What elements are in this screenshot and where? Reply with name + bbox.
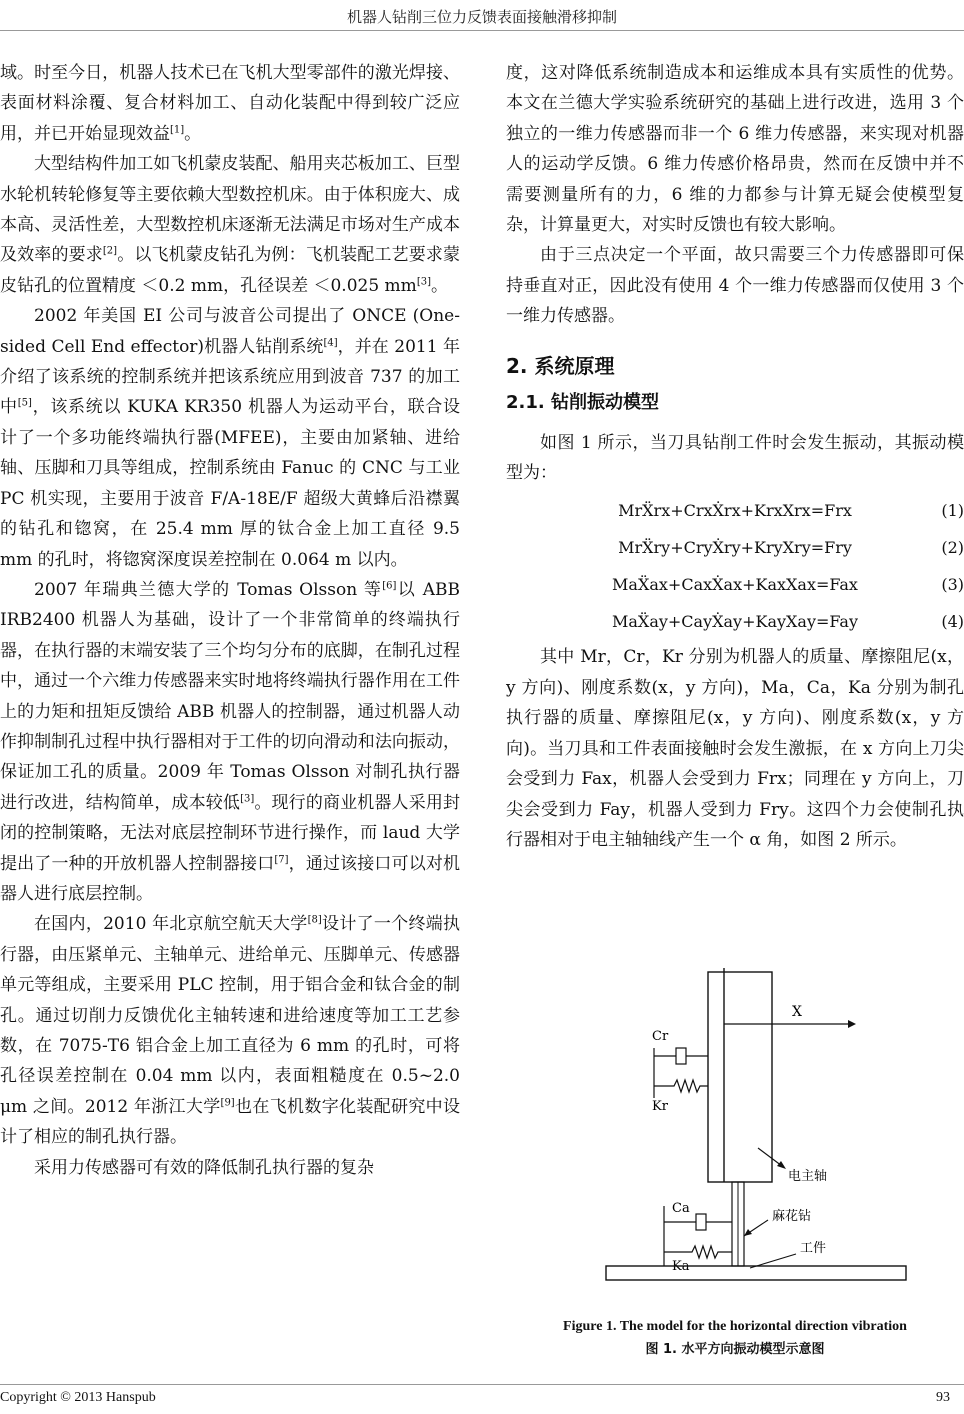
text-run: 在国内，2010 年北京航空航天大学 [34, 914, 308, 935]
subsection-title: 2.1. 钻削振动模型 [506, 391, 659, 413]
citation: [7] [274, 853, 289, 865]
text-run: ，该系统以 KUKA KR350 机器人为运动平台，联合设计了一个多功能终端执行器(MFEE)，主要由加紧轴、进给轴、压脚和刀具等组成，控制系统由 Fanuc 的 CNC 与工业 PC 机实现，主要用于波音 F/A-18E/F 超级大黄蜂后沿襟翼的钻孔和锪窝，在 25.4 mm 厚的钛合金上加工直径 9.5 mm 的孔时，将锪窝深度误差控制在 0.064 m 以内。 [0, 397, 460, 570]
paragraph [0, 149, 460, 301]
equation [506, 566, 964, 603]
equation [506, 492, 964, 529]
right-column-paragraphs [506, 58, 964, 332]
equation-expression: MrẌry+CryẊry+KryXry=Fry [618, 538, 852, 558]
citation: [9] [220, 1097, 235, 1109]
kr-spring [654, 1080, 708, 1092]
citation: [8] [307, 914, 322, 926]
citation: [3] [240, 793, 255, 805]
text-run: 也在飞机数字化装配研究中设计了相应的制孔执行器。 [0, 1096, 461, 1148]
text-run: ，并在 2011 年介绍了该系统的控制系统并把该系统应用到波音 737 的加工中 [0, 336, 460, 418]
drill-pointer-head [744, 1229, 752, 1236]
paragraph [0, 301, 460, 575]
citation: [1] [170, 124, 185, 136]
footer-rule [0, 1384, 964, 1385]
spindle-pointer-head [777, 1161, 786, 1169]
citation: [5] [17, 397, 32, 409]
spindle-housing [708, 972, 772, 1182]
citation: [2] [102, 245, 118, 257]
figure-caption-zh: 图 1. 水平方向振动模型示意图 [645, 1342, 825, 1357]
paragraph [0, 575, 460, 909]
paragraph [0, 909, 460, 1152]
spindle-pointer [758, 1148, 782, 1166]
equation-number: (3) [941, 575, 964, 595]
text-run: 。 [430, 275, 448, 296]
paragraph [0, 1153, 460, 1183]
x-axis-arrowhead [848, 1020, 856, 1028]
citation: [6] [382, 580, 397, 592]
section-title: 2. 系统原理 [506, 353, 615, 378]
text-run: 2002 年美国 EI 公司与波音公司提出了 ONCE (One-sided Cell End effector)机器人钻削系统 [0, 306, 460, 357]
after-equations-paragraph: 其中 Mr，Cr，Kr 分别为机器人的质量、摩擦阻尼(x，y 方向)、刚度系数(x，y 方向)，Ma，Ca，Ka 分别为制孔执行器的质量、摩擦阻尼(x，y 方向)、刚度系数(x，y 方向)。当刀具和工件表面接触时会发生激振，在 x 方向上刀尖会受到力 Fax，机器人会受到力 Frx；同理在 y 方向上，刀尖会受到力 Fay，机器人受到力 Fry。这四个力会使制孔执行器相对于电主轴轴线产生一个 α 角，如图 2 所示。 [506, 647, 964, 850]
text-run: 。 [184, 123, 202, 144]
text-run: 采用力传感器可有效的降低制孔执行器的复杂 [34, 1157, 374, 1178]
ka-label: Ka [672, 1259, 690, 1274]
equation-expression: MrẌrx+CrxẊrx+KrxXrx=Frx [618, 501, 852, 521]
text-run: 设计了一个终端执行器，由压紧单元、主轴单元、进给单元、压脚单元、传感器单元等组成，主要采用 PLC 控制，用于铝合金和钛合金的制孔。通过切削力反馈优化主轴转速和进给速度等加工工艺参数，在 7075-T6 铝合金上加工直径为 6 mm 的孔时，可将孔径误差控制在 0.04 mm 以内，表面粗糙度在 0.5~2.0 μm 之间。2012 年浙江大学 [0, 914, 461, 1117]
page-number: 93 [936, 1390, 950, 1405]
left-column [0, 58, 460, 1183]
text-run: 度，这对降低系统制造成本和运维成本具有实质性的优势。本文在兰德大学实验系统研究的基础上进行改进，选用 3 个独立的一维力传感器而非一个 6 维力传感器，来实现对机器人的运动学反馈。6 维力传感价格昂贵，然而在反馈中并不需要测量所有的力，6 维的力都参与计算无疑会使模型复杂，计算量更大，对实时反馈也有较大影响。 [506, 63, 964, 236]
workpiece-label: 工件 [800, 1241, 827, 1256]
cr-damper-body [676, 1048, 686, 1064]
paragraph [0, 58, 460, 149]
equation-block [506, 492, 964, 640]
text-run: 。以飞机蒙皮钻孔为例：飞机装配工艺要求蒙皮钻孔的位置精度 ＜0.2 mm，孔径误差 ＜0.025 mm [0, 245, 461, 296]
text-run: 大型结构件加工如飞机蒙皮装配、船用夹芯板加工、巨型水轮机转轮修复等主要依赖大型数控机床。由于体积庞大、成本高、灵活性差，大型数控机床逐渐无法满足市场对生产成本及效率的要求 [0, 154, 460, 266]
text-run: ，通过该接口可以对机器人进行底层控制。 [0, 853, 461, 904]
equation-number: (1) [941, 501, 964, 521]
citation: [4] [323, 337, 338, 348]
equation [506, 529, 964, 566]
figure-1 [506, 968, 964, 1298]
paragraph [506, 240, 964, 331]
text-run: 由于三点决定一个平面，故只需要三个力传感器即可保持垂直对正，因此没有使用 4 个一维力传感器而仅使用 3 个一维力传感器。 [506, 245, 964, 327]
text-run: 2007 年瑞典兰德大学的 Tomas Olsson 等 [34, 579, 383, 600]
ca-damper-body [696, 1214, 706, 1230]
equation-number: (2) [941, 538, 964, 558]
text-run: 以 ABB IRB2400 机器人为基础，设计了一个非常简单的终端执行器，在执行器的末端安装了三个均匀分布的底脚，在制孔过程中，通过一个六维力传感器来实时地将终端执行器作用在工件上的力矩和扭矩反馈给 ABB 机器人的控制器，通过机器人动作抑制制孔过程中执行器相对于工件的切向滑动和法向振动，保证加工孔的质量。2009 年 Tomas Olsson 对制孔执行器进行改进，结构简单，成本较低 [0, 579, 460, 813]
x-axis-label: X [792, 1004, 802, 1020]
header-rule [0, 30, 964, 31]
equation-expression: MaẌax+CaxẊax+KaxXax=Fax [612, 575, 858, 595]
equation [506, 603, 964, 640]
text-run: 域。时至今日，机器人技术已在飞机大型零部件的激光焊接、表面材料涂覆、复合材料加工、自动化装配中得到较广泛应用，并已开始显现效益 [0, 63, 460, 144]
kr-label: Kr [652, 1099, 668, 1114]
equation-number: (4) [941, 612, 964, 632]
vibration-model-diagram [506, 968, 964, 1298]
ka-spring [664, 1246, 732, 1258]
right-column [506, 58, 964, 855]
citation: [3] [416, 276, 431, 288]
cr-label: Cr [652, 1029, 669, 1044]
equation-expression: MaẌay+CayẊay+KayXay=Fay [612, 612, 858, 632]
spindle-label: 电主轴 [788, 1169, 828, 1184]
drill-label: 麻花钻 [772, 1209, 812, 1224]
footer-copyright: Copyright © 2013 Hanspub [0, 1390, 156, 1405]
ca-label: Ca [672, 1201, 690, 1216]
workpiece [606, 1266, 906, 1280]
text-run: 。现行的商业机器人采用封闭的控制策略，无法对底层控制环节进行操作，而 laud 大学提出了一种的开放机器人控制器接口 [0, 792, 461, 874]
intro-paragraph: 如图 1 所示，当刀具钻削工件时会发生振动，其振动模型为： [506, 432, 964, 484]
figure-caption-en: Figure 1. The model for the horizontal direction vibration [563, 1319, 907, 1334]
paragraph [506, 58, 964, 240]
running-head: 机器人钻削三位力反馈表面接触滑移抑制 [346, 8, 617, 26]
